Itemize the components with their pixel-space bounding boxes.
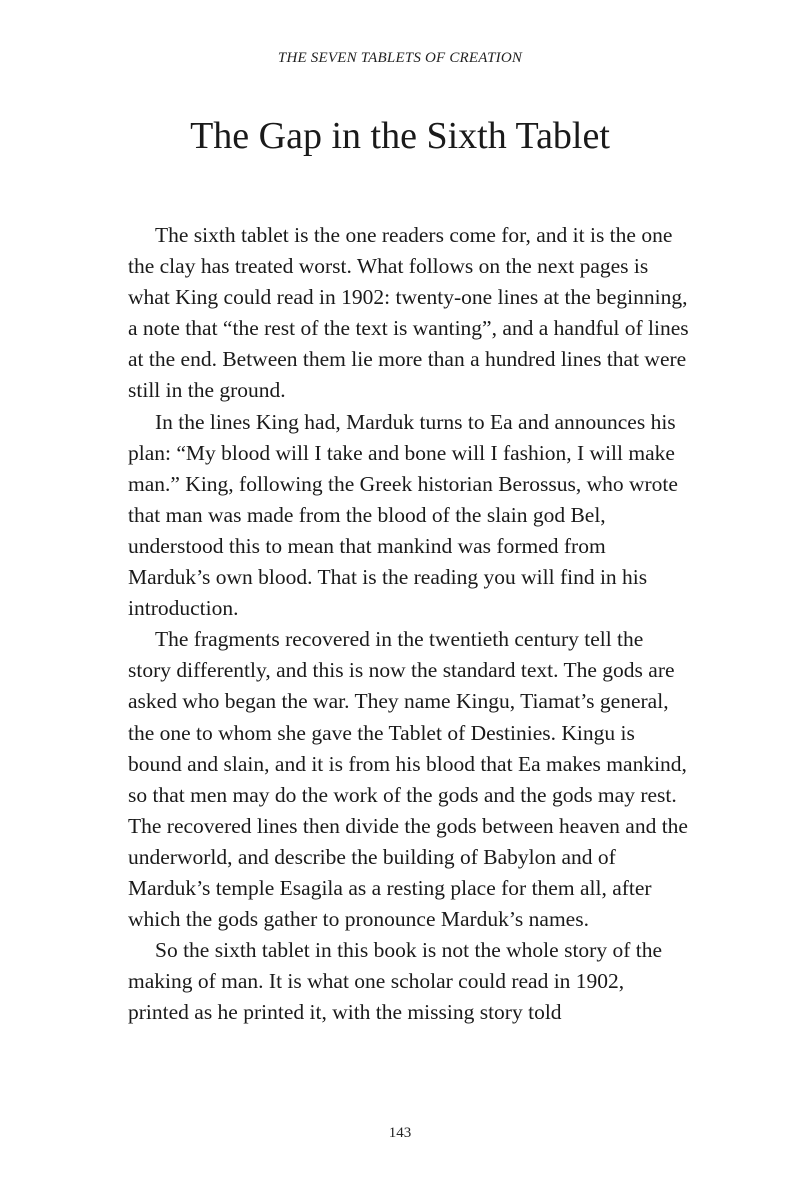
paragraph: So the sixth tablet in this book is not the whole story of the making of man. It is what one scholar could read in 1902, printed as he printed it, with the missing story told (128, 938, 663, 1025)
body-text (128, 220, 690, 1028)
chapter-title: The Gap in the Sixth Tablet (190, 115, 610, 157)
page-number: 143 (388, 1125, 412, 1141)
paragraph: The sixth tablet is the one readers come for, and it is the one the clay has treated worst. What follows on the next pages is what King could read in 1902: twenty-one lines at the beginning, a note that “the rest of the text is wanting”, and a handful of lines at the end. Between them lie more than a hundred lines that were still in the ground. (128, 223, 689, 403)
running-head: THE SEVEN TABLETS OF CREATION (277, 50, 523, 66)
paragraph: In the lines King had, Marduk turns to Ea and announces his plan: “My blood will I take and bone will I fashion, I will make man.” King, following the Greek historian Berossus, who wrote that man was made from the blood of the slain god Bel, understood this to mean that mankind was formed from Marduk’s own blood. That is the reading you will find in his introduction. (128, 409, 678, 621)
paragraph: The fragments recovered in the twentieth century tell the story differently, and this is now the standard text. The gods are asked who began the war. They name Kingu, Tiamat’s general, the one to whom she gave the Tablet of Destinies. Kingu is bound and slain, and it is from his blood that Ea makes mankind, so that men may do the work of the gods and the gods may rest. The recovered lines then divide the gods between heaven and the underworld, and describe the building of Babylon and of Marduk’s temple Esagila as a resting place for them all, after which the gods gather to pronounce Marduk’s names. (128, 627, 688, 932)
